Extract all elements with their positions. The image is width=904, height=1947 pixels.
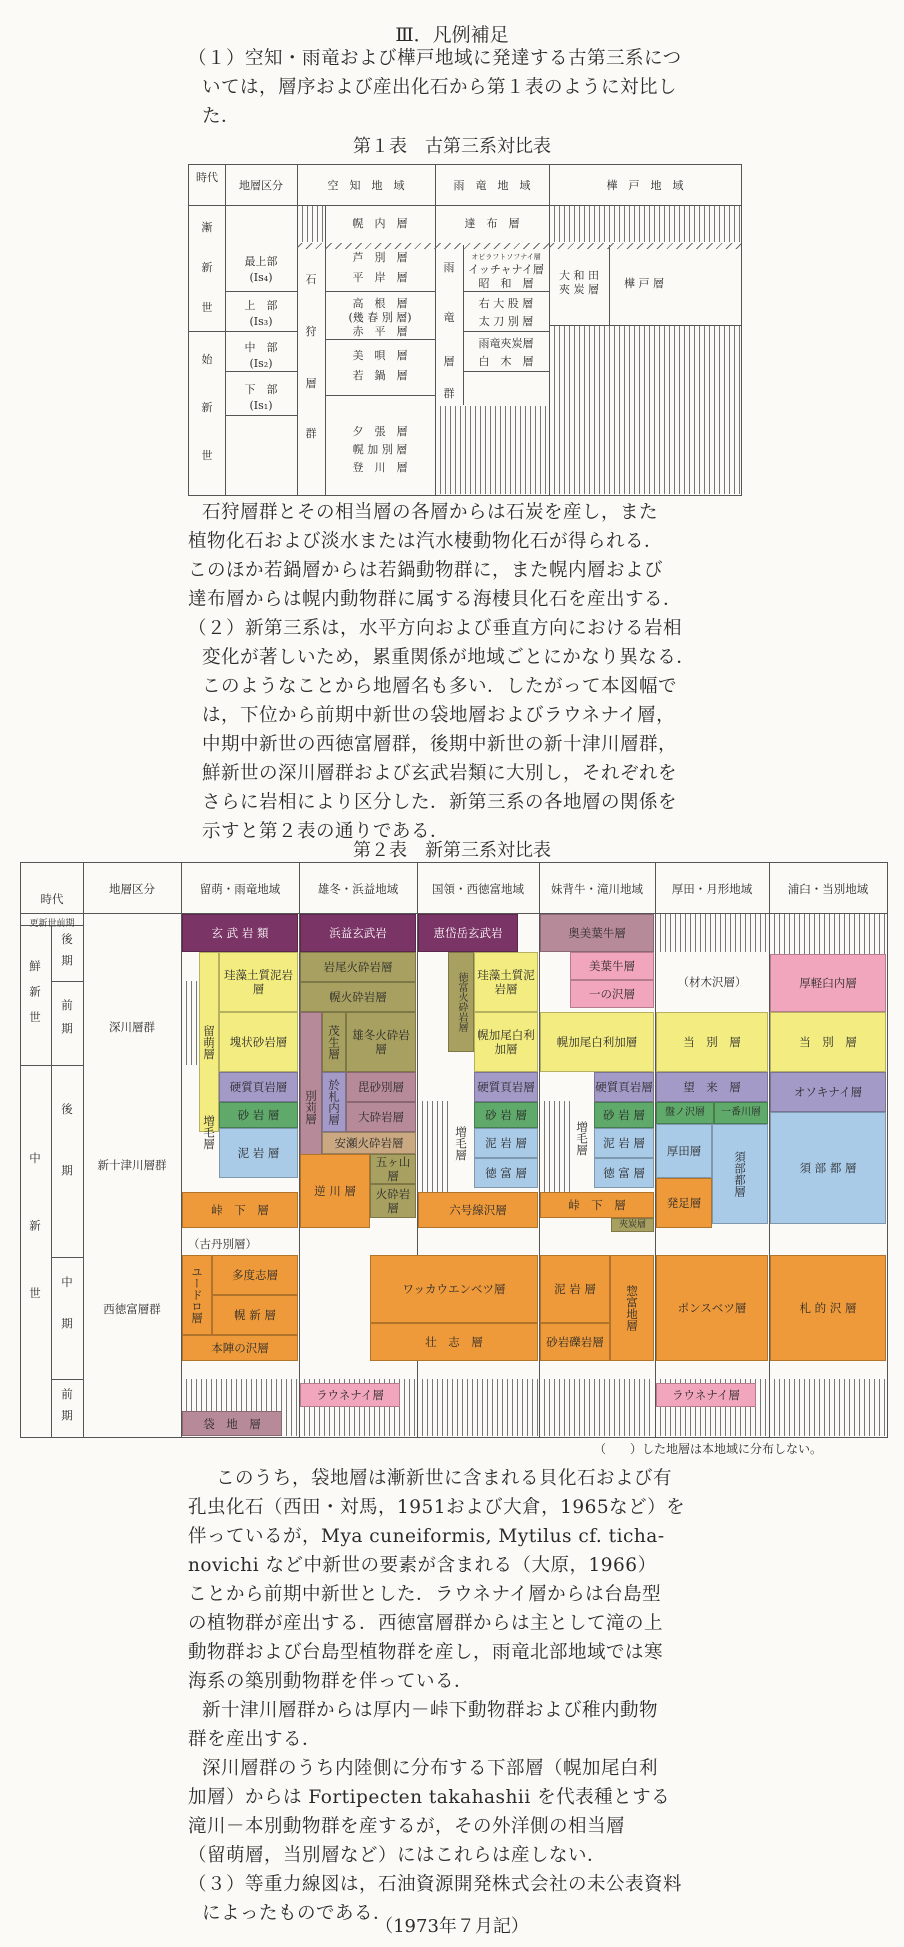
t2-unit: 本陣の沢層: [182, 1335, 298, 1361]
paragraph-2: [188, 498, 748, 846]
t2-unit: 幌加尾白利加層: [540, 1012, 654, 1072]
t1-group-char: 層: [443, 355, 455, 368]
t2-header-area: 妹背牛・滝川地域: [551, 882, 643, 896]
t2-unit: 安瀬火砕岩層: [322, 1132, 416, 1154]
t2-unit: 増毛層: [202, 1114, 216, 1150]
t2-unit: 硬質頁岩層: [219, 1072, 298, 1102]
t1-division: 中 部: [244, 341, 278, 354]
t2-unit: 厚軽臼内層: [770, 954, 886, 1012]
t2-unit: 岩尾火砕岩層: [300, 952, 416, 982]
t1-era: 世: [201, 301, 213, 314]
t2-era: 更新世前期: [29, 919, 75, 929]
text-line: （２）新第三系は，水平方向および垂直方向における岩相: [188, 618, 683, 639]
t1-formation: 右 大 股 層: [478, 297, 534, 310]
t1-horonai: 幌 内 層: [352, 217, 408, 230]
text-line: 群を産出する．: [188, 1729, 322, 1750]
t2-unit: 泥 岩 層: [219, 1128, 298, 1178]
t2-header-area: 浦臼・当別地域: [787, 882, 869, 896]
text-line: 孔虫化石（西田・対馬，1951および大倉，1965など）を: [188, 1497, 686, 1518]
t2-era: 前期: [60, 1387, 74, 1431]
t2-unit: 泥 岩 層: [540, 1255, 610, 1323]
t2-unit: 幌加尾白利加層: [474, 1012, 538, 1072]
t2-unit: 塊状砂岩層: [219, 1012, 298, 1072]
t2-header-area: 国領・西徳富地域: [432, 882, 524, 896]
table1-paleogene: [188, 164, 742, 496]
t2-unit: （材木沢層）: [677, 975, 747, 989]
text-line: の植物群が産出する．西徳富層群からは主として滝の上: [188, 1613, 664, 1634]
t2-unit: 当 別 層: [770, 1012, 886, 1072]
t2-unit: 硬質頁岩層: [474, 1072, 538, 1102]
text-line: 海系の築別動物群を伴っている．: [188, 1671, 474, 1692]
text-line: さらに岩相により区分した．新第三系の各地層の関係を: [202, 792, 678, 813]
t2-unit: ユードロ層: [182, 1255, 212, 1335]
t1-tappu: 達 布 層: [464, 217, 520, 230]
text-line: このようなことから地層名も多い．したがって本図幅で: [202, 676, 678, 697]
text-line: によったものである．: [202, 1903, 393, 1924]
t1-formation: 赤 平 層: [352, 325, 408, 338]
section-title: Ⅲ．凡例補足: [395, 24, 509, 46]
text-line: は，下位から前期中新世の袋地層およびラウネナイ層，: [202, 705, 676, 726]
text-line: （１）空知・雨竜および樺戸地域に発達する古第三系につ: [188, 48, 682, 69]
t1-formation: 平 岸 層: [352, 271, 408, 284]
t2-group: 深川層群: [109, 1020, 155, 1034]
t2-header-era: 時代: [40, 892, 64, 906]
t2-unit: 泥 岩 層: [594, 1128, 654, 1158]
text-line: （留萌層，当別層など）にはこれらは産しない．: [188, 1845, 607, 1866]
t1-formation: オビラフトソフナイ層: [471, 253, 541, 261]
t1-division-sym: (Is₁): [249, 399, 273, 412]
t2-unit: ポンスベツ層: [656, 1255, 768, 1361]
t2-unit: 玄 武 岩 類: [182, 914, 298, 952]
t2-unit: 逆 川 層: [300, 1154, 370, 1228]
t2-unit: 毘砂別層: [346, 1072, 416, 1102]
t1-formation: 登 川 層: [352, 461, 408, 474]
t1-division-sym: (Is₄): [249, 271, 273, 284]
text-line: 動物群および台島型植物群を産し，雨竜北部地域では寒: [188, 1642, 664, 1663]
t1-group-char: 石: [305, 273, 317, 286]
t1-formation: イッチャナイ層: [468, 263, 544, 276]
t1-formation: 雨竜夾炭層: [478, 337, 534, 350]
t2-unit: 札 的 沢 層: [770, 1255, 886, 1361]
written-date: （1973年７月記）: [375, 1916, 529, 1937]
t2-unit: 奥美葉牛層: [540, 914, 654, 952]
t2-unit: 浜益玄武岩: [300, 914, 416, 952]
t2-unit: 盤ノ沢層: [656, 1102, 714, 1124]
t2-unit: 珪藻土質泥岩層: [474, 952, 538, 1012]
t1-formation: 樺 戸 層: [624, 277, 664, 290]
t2-unit: 徳 富 層: [474, 1158, 538, 1188]
t1-header-uryu: 雨 竜 地 域: [453, 179, 531, 192]
t1-group-char: 層: [305, 377, 317, 390]
t2-unit: 壮 志 層: [370, 1323, 538, 1361]
table2-caption: 第２表 新第三系対比表: [353, 840, 551, 861]
t1-era: 世: [201, 449, 213, 462]
t2-unit: ワッカウエンベツ層: [370, 1255, 538, 1323]
t2-unit: 夾炭層: [611, 1218, 654, 1232]
t1-formation: 夾 炭 層: [559, 283, 599, 296]
text-line: このほか若鍋層からは若鍋動物群に，また幌内層および: [188, 560, 664, 581]
text-line: 新十津川層群からは厚内－峠下動物群および稚内動物: [202, 1700, 659, 1721]
t2-unit: 砂 岩 層: [594, 1102, 654, 1128]
t2-unit: 袋 地 層: [182, 1411, 282, 1436]
t1-formation: (幾 春 別 層): [348, 311, 412, 324]
t2-unit: 幌 新 層: [212, 1295, 298, 1335]
t2-unit: ラウネナイ層: [656, 1383, 756, 1407]
text-line: 植物化石および淡水または汽水棲動物化石が得られる．: [188, 531, 664, 552]
text-line: 滝川－本別動物群を産するが，その外洋側の相当層: [188, 1816, 626, 1837]
t1-era: 新: [201, 401, 213, 414]
t2-unit: 於札内層: [322, 1072, 346, 1132]
t2-note: （ ）した地層は本地域に分布しない。: [594, 1442, 823, 1456]
t2-unit: 一の沢層: [570, 980, 654, 1008]
t2-unit: 五ヶ山層: [370, 1154, 416, 1184]
t2-unit: 須 部 都 層: [770, 1112, 886, 1224]
t1-formation: 美 唄 層: [352, 349, 408, 362]
t1-formation: 若 鍋 層: [352, 369, 408, 382]
t2-unit: 茂生層: [322, 1012, 346, 1072]
t2-unit: 恵岱岳玄武岩: [418, 914, 518, 952]
t2-unit: 砂 岩 層: [219, 1102, 298, 1128]
table2-neogene: [20, 862, 888, 1438]
t1-division: 上 部: [244, 299, 278, 312]
t2-unit: 幌火砕岩層: [300, 982, 416, 1012]
t2-header-area: 雄冬・浜益地域: [317, 882, 399, 896]
t2-header-division: 地層区分: [109, 882, 155, 896]
t2-era: 前期: [60, 998, 74, 1046]
t2-unit: 当 別 層: [656, 1012, 768, 1072]
t2-group: 新十津川層群: [97, 1158, 167, 1172]
t2-unit: 大砕岩層: [346, 1102, 416, 1132]
text-line: 鮮新世の深川層群および玄武岩類に大別し，それぞれを: [202, 763, 678, 784]
text-line: た．: [202, 106, 241, 127]
t2-unit: 一番川層: [714, 1102, 768, 1124]
t1-era: 新: [201, 261, 213, 274]
t1-header-sorachi: 空 知 地 域: [327, 179, 405, 192]
t2-unit: 惣富地層: [610, 1255, 654, 1361]
t2-unit: ラウネナイ層: [300, 1383, 400, 1407]
text-line: 中期中新世の西徳富層群，後期中新世の新十津川層群，: [202, 734, 678, 755]
t2-unit: 雄冬火砕岩層: [346, 1012, 416, 1072]
paragraph-3: [188, 1464, 748, 1928]
text-line: ことから前期中新世とした．ラウネナイ層からは台島型: [188, 1584, 662, 1605]
t2-unit: 須部都層: [712, 1124, 768, 1224]
t1-group-char: 雨: [443, 261, 455, 274]
t2-unit: 峠 下 層: [540, 1192, 654, 1218]
t2-unit: 六号線沢層: [418, 1192, 538, 1228]
t1-division-sym: (Is₂): [249, 357, 273, 370]
text-line: 示すと第２表の通りである．: [202, 821, 450, 842]
t1-group-char: 狩: [305, 325, 317, 338]
t2-unit: 硬質頁岩層: [594, 1072, 654, 1102]
t2-unit: 徳富火砕岩層: [448, 952, 474, 1052]
t2-unit: 増毛層: [454, 1125, 468, 1161]
t1-group-char: 群: [443, 387, 455, 400]
t1-era: 始: [201, 353, 213, 366]
text-line: 変化が著しいため，累重関係が地域ごとにかなり異なる．: [202, 647, 696, 668]
t2-era: 中期: [60, 1275, 74, 1359]
t1-formation: 白 木 層: [478, 355, 534, 368]
t2-unit: 厚田層: [656, 1124, 712, 1178]
t2-unit: 泥 岩 層: [474, 1128, 538, 1158]
t2-unit: 望 来 層: [656, 1072, 768, 1102]
t2-era: 中新世: [28, 1151, 42, 1355]
text-line: 石狩層群とその相当層の各層からは石炭を産し，また: [202, 502, 659, 523]
t1-group-char: 竜: [443, 311, 455, 324]
t1-division-sym: (Is₃): [249, 315, 273, 328]
t2-unit: 美葉牛層: [570, 952, 654, 980]
text-line: （３）等重力線図は，石油資源開発株式会社の未公表資料: [188, 1874, 683, 1895]
t2-header-area: 厚田・月形地域: [671, 882, 753, 896]
t1-formation: 幌 加 別 層: [352, 443, 408, 456]
t2-unit: 発足層: [656, 1178, 712, 1228]
text-line: novichi など中新世の要素が含まれる（大原，1966）: [188, 1555, 657, 1576]
t2-unit: 峠 下 層: [182, 1192, 298, 1228]
text-line: いては，層序および産出化石から第１表のように対比し: [202, 77, 678, 98]
t1-header-division: 地層区分: [239, 179, 283, 192]
t2-era: 後期: [60, 932, 74, 976]
t1-formation: 芦 別 層: [352, 251, 408, 264]
t2-unit: 砂岩礫岩層: [540, 1323, 610, 1361]
text-line: このうち，袋地層は漸新世に含まれる貝化石および有: [216, 1468, 673, 1489]
t1-formation: 高 根 層: [352, 297, 408, 310]
t2-unit: 珪藻土質泥岩層: [219, 952, 298, 1012]
t1-formation: 太 刀 別 層: [478, 315, 534, 328]
t2-era: 後期: [60, 1102, 74, 1226]
paragraph-1: [188, 44, 748, 131]
text-line: 達布層からは幌内動物群に属する海棲貝化石を産出する．: [188, 589, 683, 610]
t2-unit: 徳 富 層: [594, 1158, 654, 1188]
t2-unit: （古丹別層）: [188, 1237, 257, 1251]
t2-unit: 別苅層: [300, 1012, 322, 1202]
text-line: 深川層群のうち内陸側に分布する下部層（幌加尾白利: [202, 1758, 659, 1779]
t1-era: 漸: [201, 221, 213, 234]
t1-formation: 昭 和 層: [478, 277, 534, 290]
t2-unit: 多度志層: [212, 1255, 298, 1295]
t2-header-area: 留萌・雨竜地域: [199, 882, 281, 896]
table1-caption: 第１表 古第三系対比表: [353, 136, 551, 157]
t1-header-era: 時代: [196, 171, 218, 184]
text-line: 加層）からは Fortipecten takahashii を代表種とする: [188, 1787, 671, 1808]
t2-unit: 増毛層: [575, 1120, 589, 1156]
t2-unit: 火砕岩層: [370, 1184, 416, 1218]
t2-group: 西徳富層群: [103, 1302, 161, 1316]
t2-unit: オソキナイ層: [770, 1072, 886, 1112]
t2-era: 鮮新世: [28, 959, 42, 1037]
t1-division: 下 部: [244, 383, 278, 396]
t1-division: 最上部: [244, 255, 278, 268]
t1-header-kabato: 樺 戸 地 域: [606, 179, 684, 192]
t2-unit: 砂 岩 層: [474, 1102, 538, 1128]
t1-formation: 大 和 田: [559, 269, 599, 282]
t1-group-char: 群: [305, 427, 317, 440]
t2-unit: 留萌層: [199, 952, 219, 1132]
text-line: 伴っているが，Mya cuneiformis, Mytilus cf. ticha-: [188, 1526, 665, 1547]
t1-formation: 夕 張 層: [352, 425, 408, 438]
